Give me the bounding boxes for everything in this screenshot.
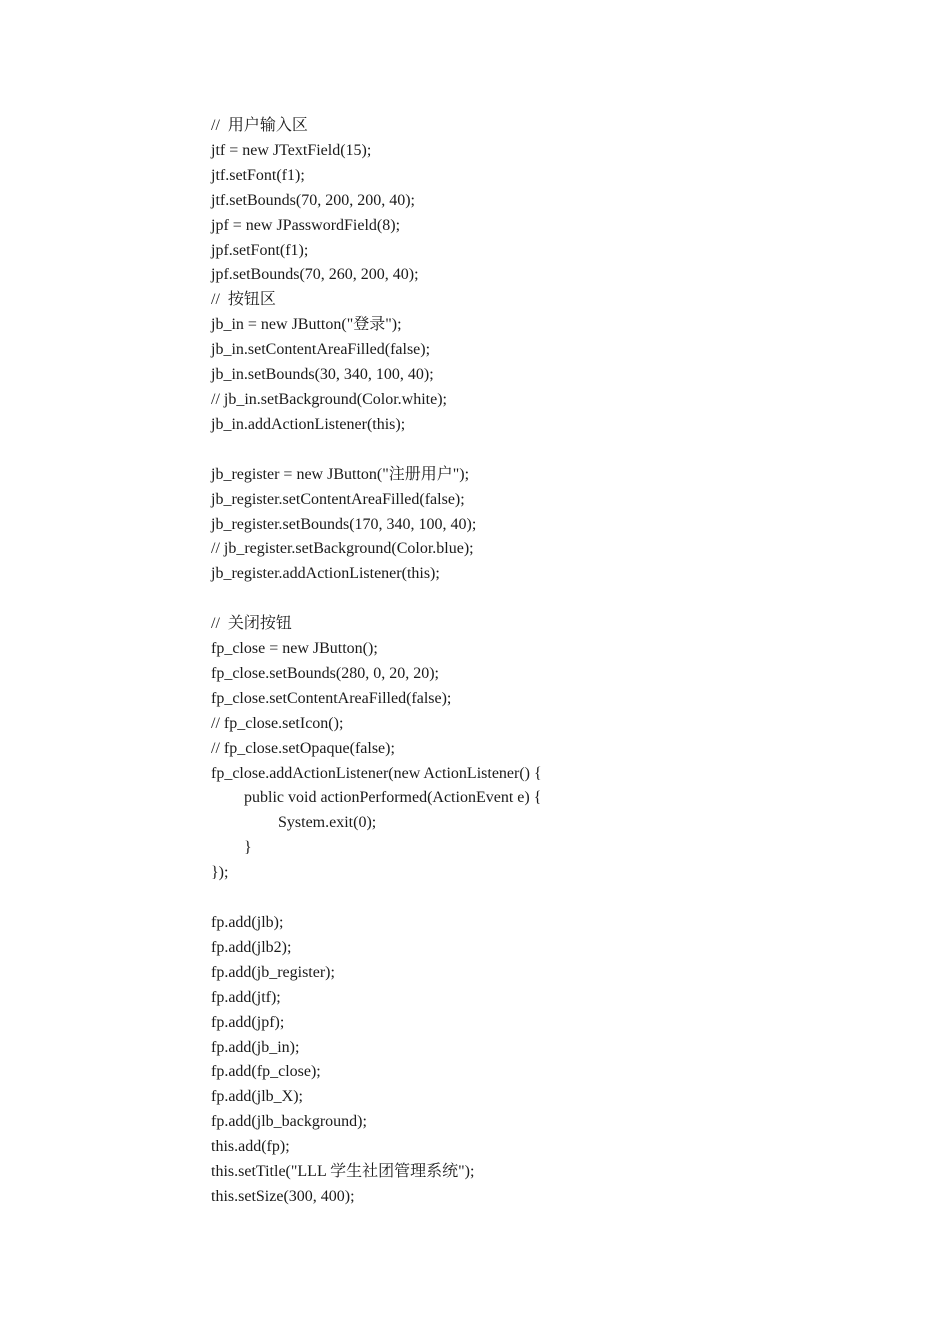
code-comment-line: // fp_close.setOpaque(false); [211, 739, 395, 757]
code-line: fp_close.setContentAreaFilled(false); [211, 689, 452, 707]
code-line: jb_in.setContentAreaFilled(false); [211, 341, 431, 359]
code-block [211, 114, 911, 1210]
blank-line [211, 886, 911, 911]
code-line: fp_close.addActionListener(new ActionListener() { [211, 764, 542, 782]
code-line: jb_in = new JButton("登录"); [211, 316, 402, 334]
code-comment-line: // fp_close.setIcon(); [211, 714, 344, 732]
code-line: jpf = new JPasswordField(8); [211, 216, 401, 234]
blank-line [211, 587, 911, 612]
code-line: fp.add(jlb); [211, 914, 284, 931]
code-line: jpf.setFont(f1); [211, 241, 309, 259]
code-line: public void actionPerformed(ActionEvent e) { [244, 789, 542, 807]
code-comment-line: // jb_in.setBackground(Color.white); [211, 390, 447, 408]
code-line: jb_register = new JButton("注册用户"); [211, 465, 470, 483]
code-line: fp_close.setBounds(280, 0, 20, 20); [211, 664, 439, 682]
code-line: fp.add(jlb_X); [211, 1088, 303, 1106]
code-line: fp_close = new JButton(); [211, 640, 378, 658]
code-line: jtf = new JTextField(15); [211, 141, 372, 159]
code-line: fp.add(jb_register); [211, 963, 335, 981]
code-comment-line: // 用户输入区 [211, 117, 308, 134]
code-line: } [244, 839, 252, 857]
code-line: fp.add(jlb_background); [211, 1113, 367, 1131]
code-line: jb_register.addActionListener(this); [211, 565, 440, 583]
code-line: jb_in.addActionListener(this); [211, 415, 406, 433]
code-line: fp.add(jpf); [211, 1013, 285, 1031]
code-line: jb_register.setContentAreaFilled(false); [211, 490, 465, 508]
blank-line [211, 438, 911, 463]
code-line: fp.add(jtf); [211, 988, 281, 1006]
code-line: jtf.setFont(f1); [211, 166, 305, 184]
code-line: fp.add(jlb2); [211, 938, 292, 956]
code-line: jb_register.setBounds(170, 340, 100, 40); [211, 515, 477, 533]
code-line: jb_in.setBounds(30, 340, 100, 40); [211, 366, 434, 384]
code-line: this.add(fp); [211, 1138, 290, 1156]
code-line: }); [211, 864, 229, 882]
code-comment-line: // 关闭按钮 [211, 615, 292, 633]
code-line: this.setTitle("LLL 学生社团管理系统"); [211, 1163, 475, 1181]
code-line: fp.add(fp_close); [211, 1063, 321, 1081]
code-comment-line: // jb_register.setBackground(Color.blue); [211, 540, 474, 558]
code-line: jpf.setBounds(70, 260, 200, 40); [211, 266, 419, 284]
code-line: this.setSize(300, 400); [211, 1187, 355, 1205]
code-line: System.exit(0); [278, 814, 377, 832]
code-comment-line: // 按钮区 [211, 291, 276, 309]
code-line: jtf.setBounds(70, 200, 200, 40); [211, 191, 415, 209]
code-line: fp.add(jb_in); [211, 1038, 300, 1056]
